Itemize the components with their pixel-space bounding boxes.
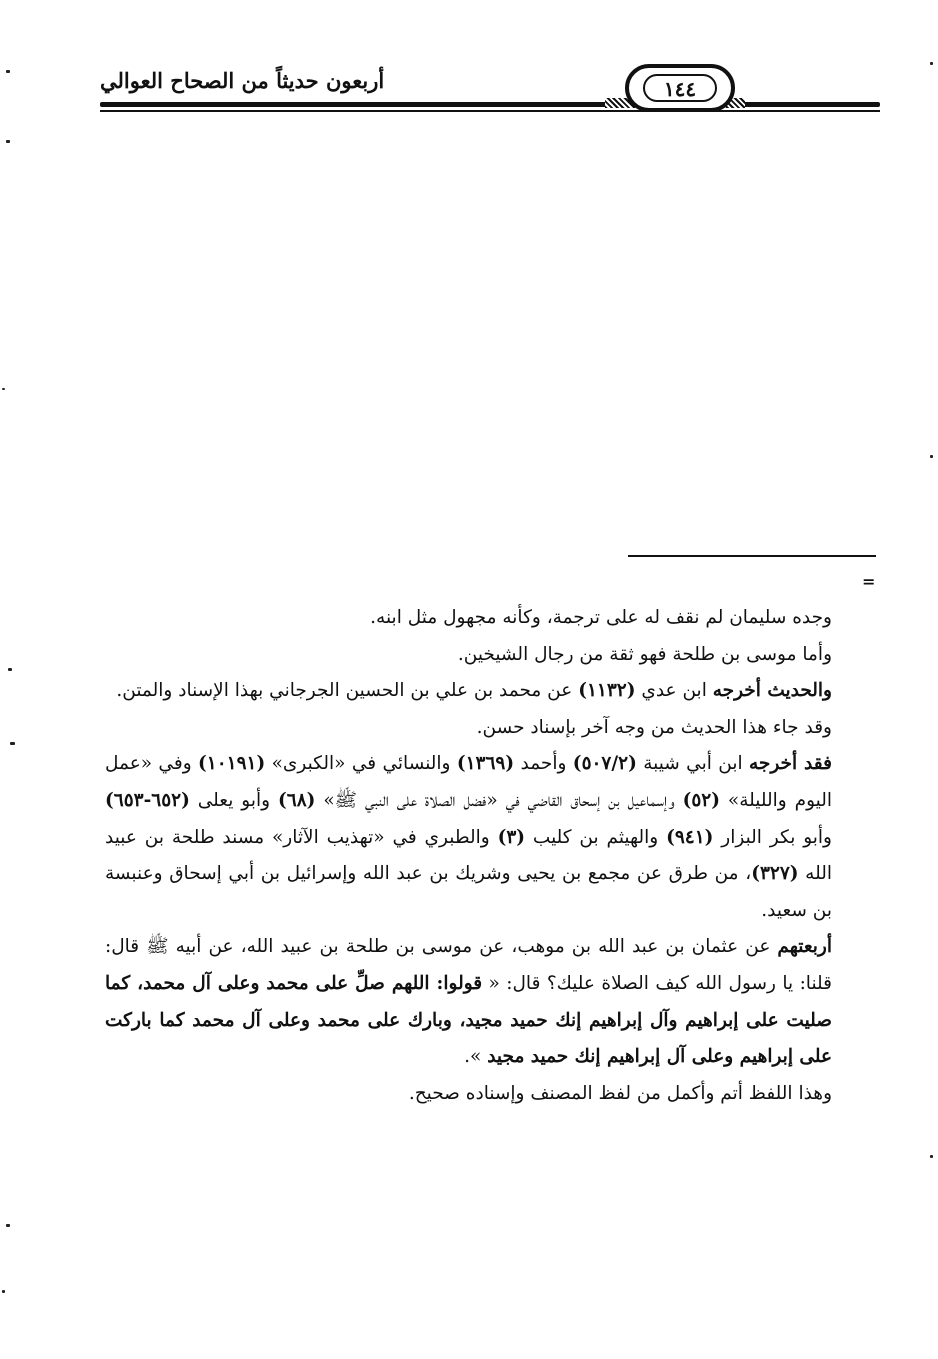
bold-span: (٥٢) <box>682 789 720 811</box>
text-span: عن محمد بن علي بن الحسين الجرجاني بهذا الإسناد والمتن. <box>116 680 579 702</box>
footnote-paragraph <box>105 929 832 1075</box>
footnote-paragraph <box>105 600 832 637</box>
text-span: وأما موسى بن طلحة فهو ثقة من رجال الشيخين. <box>457 643 832 665</box>
bold-span: (٦٨) <box>278 789 316 811</box>
text-span: ابن أبي شيبة <box>636 753 749 775</box>
margin-speck <box>10 742 15 745</box>
bold-span: (٩٤١) <box>666 826 714 848</box>
page-number-badge <box>625 64 735 112</box>
text-span: وأبو بكر البزار <box>713 826 832 848</box>
margin-speck <box>6 70 10 73</box>
page-number: ١٤٤ <box>663 77 697 101</box>
continuation-mark: = <box>862 572 876 591</box>
text-span: عن عثمان بن عبد الله بن موهب، عن موسى بن طلحة بن عبيد الله، عن أبيه ﷺ قال: قلنا: يا رسول الله كيف الصلاة عليك؟ قال: « <box>105 936 832 994</box>
footnote-paragraph <box>105 710 832 747</box>
footnote-paragraph <box>105 746 832 929</box>
text-span: وفي «عمل اليوم والليلة» <box>105 753 832 811</box>
text-span: وهذا اللفظ أتم وأكمل من لفظ المصنف وإسناده صحيح. <box>408 1082 832 1104</box>
text-span: ابن عدي <box>635 680 713 702</box>
footnote-separator <box>628 555 876 557</box>
text-span: وإسماعيل بن إسحاق القاضي في «فضل الصلاة على النبي ﷺ» <box>315 789 683 811</box>
margin-speck <box>2 388 5 390</box>
header-rule <box>100 102 880 107</box>
header-rule-thin <box>100 110 880 112</box>
bold-span: (٣٢٧) <box>751 863 799 885</box>
bold-span: قولوا: اللهم صلِّ على محمد وعلى آل محمد، كما صليت على إبراهيم وآل إبراهيم إنك حميد مجيد، وبارك على محمد وعلى آل محمد كما باركت على إبراهيم وعلى آل إبراهيم إنك حميد مجيد <box>105 972 832 1068</box>
text-span: وأبو يعلى <box>189 789 279 811</box>
margin-speck <box>930 62 933 65</box>
text-span: والطبري في «تهذيب الآثار» مسند طلحة بن عبيد الله <box>105 826 832 885</box>
margin-speck <box>930 455 933 458</box>
text-span: وجده سليمان لم نقف له على ترجمة، وكأنه مجهول مثل ابنه. <box>370 607 832 628</box>
text-span: والنسائي في «الكبرى» <box>265 753 457 775</box>
footnote-paragraph <box>105 1076 832 1113</box>
footnote-paragraph <box>105 673 832 710</box>
text-span: ، من طرق عن مجمع بن يحيى وشريك بن عبد الله وإسرائيل بن أبي إسحاق وعنبسة بن سعيد. <box>105 863 832 921</box>
page-header <box>100 58 880 122</box>
bold-span: (٥٠٧/٢) <box>572 753 637 775</box>
bold-span: والحديث أخرجه <box>712 680 832 702</box>
footnote-body <box>105 600 832 1112</box>
bold-span: (١٠١٩١) <box>198 753 266 775</box>
margin-speck <box>8 668 12 671</box>
bold-span: أربعتهم <box>777 936 832 958</box>
text-span: وقد جاء هذا الحديث من وجه آخر بإسناد حسن. <box>476 716 832 738</box>
running-title: أربعون حديثاً من الصحاح العوالي <box>100 68 385 93</box>
text-span: والهيثم بن كليب <box>525 826 667 848</box>
footnote-paragraph <box>105 637 832 674</box>
page-number-frame <box>643 74 717 102</box>
bold-span: (٣) <box>497 826 526 848</box>
bold-span: (١١٣٢) <box>578 680 636 702</box>
bold-span: (٦٥٢-٦٥٣) <box>105 789 190 811</box>
bold-span: (١٣٦٩) <box>456 753 515 775</box>
margin-speck <box>930 1155 933 1158</box>
margin-speck <box>2 1290 5 1293</box>
margin-speck <box>6 1224 10 1227</box>
text-span: وأحمد <box>514 753 573 775</box>
margin-speck <box>6 140 10 143</box>
text-span: ». <box>464 1046 488 1068</box>
bold-span: فقد أخرجه <box>748 753 832 775</box>
